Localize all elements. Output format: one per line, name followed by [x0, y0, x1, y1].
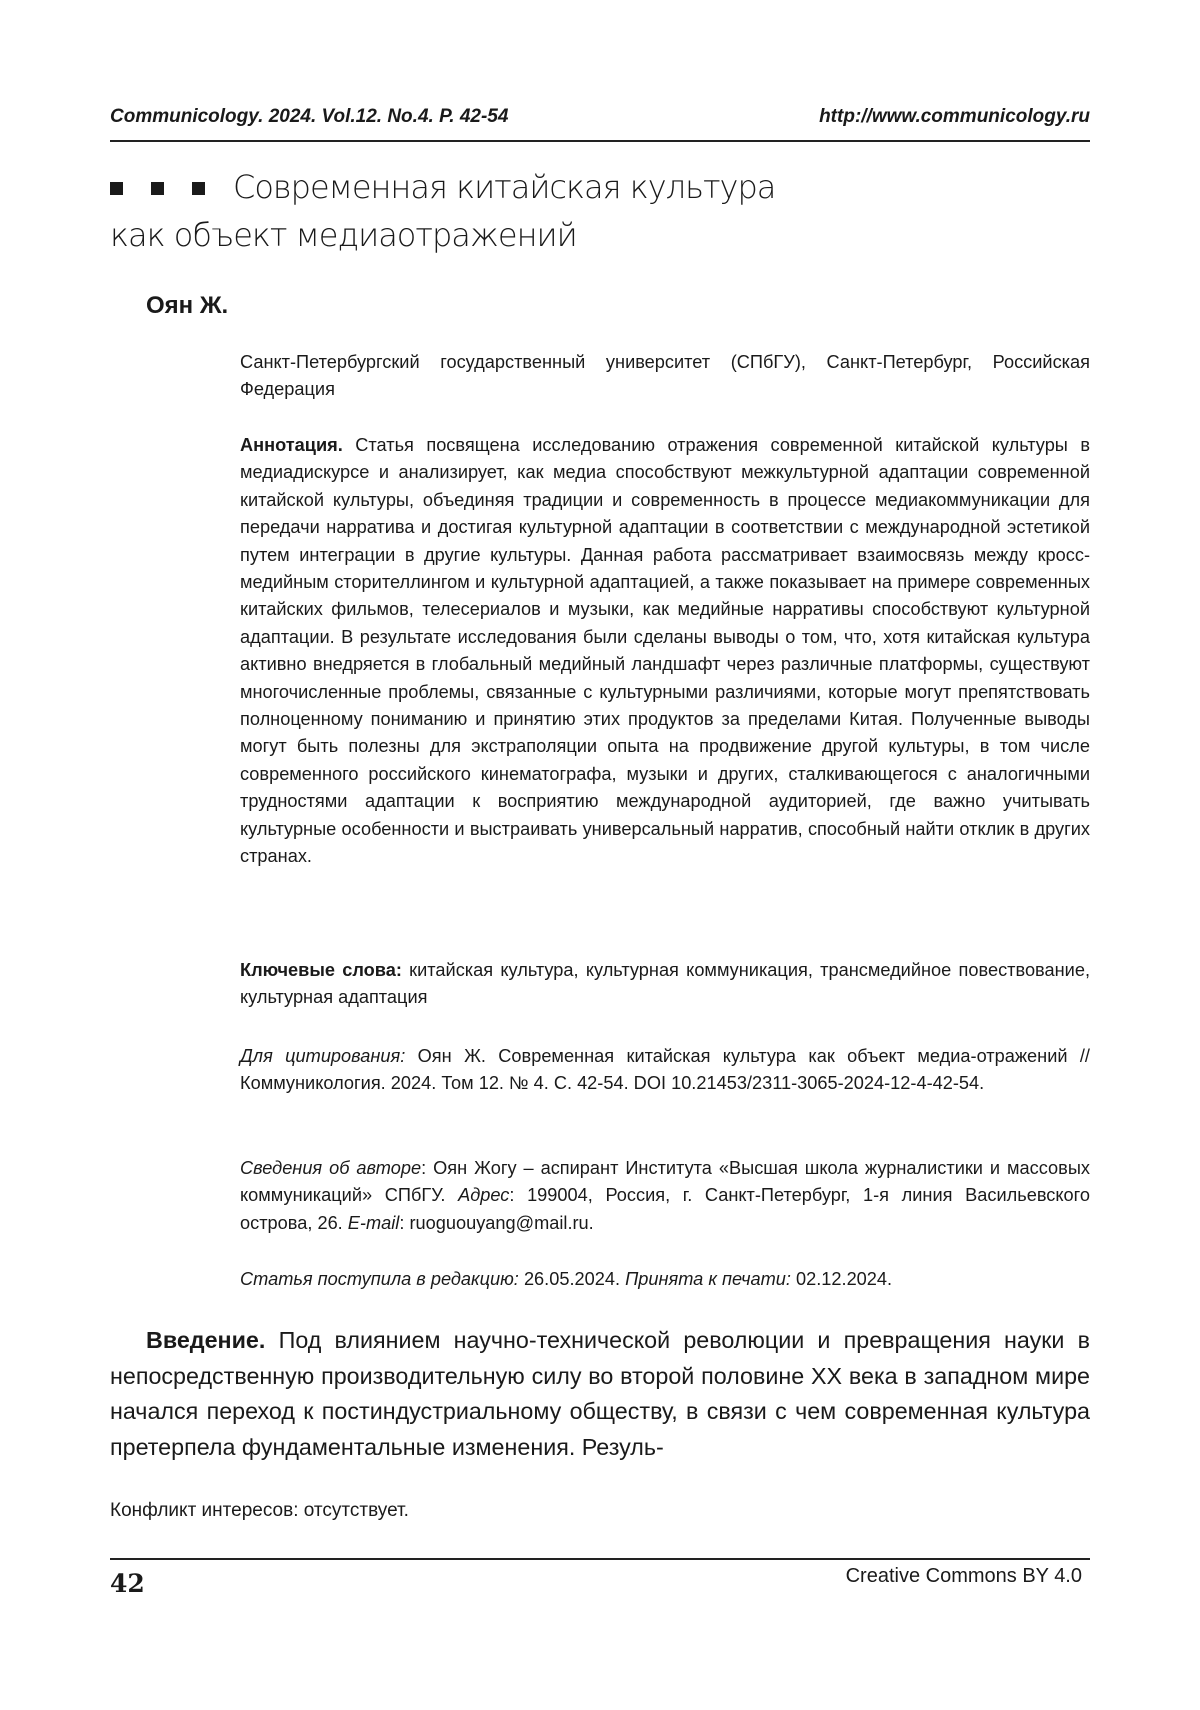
- author-info: [240, 1155, 1090, 1237]
- keywords-text: китайская культура, культурная коммуникация, трансмедийное повествование, культурная адаптация: [240, 960, 1091, 1008]
- introduction-paragraph: [110, 1323, 1090, 1465]
- author-name: Оян Ж.: [146, 292, 229, 319]
- title-line-2: как объект медиаотражений: [110, 216, 577, 254]
- author-info-text: : Оян Жогу – аспирант Института «Высшая школа журналистики и массовых коммуникаций» СПбГУ.: [240, 1158, 1090, 1206]
- journal-reference: Communicology. 2024. Vol.12. No.4. P. 42-54: [110, 106, 509, 127]
- received-date: 26.05.2024.: [523, 1269, 621, 1289]
- conflict-of-interest: Конфликт интересов: отсутствует.: [110, 1500, 409, 1521]
- citation-text: Оян Ж. Современная китайская культура как объект медиа-отражений // Коммуникология. 2024. Том 12. № 4. С. 42-54. DOI 10.21453/2311-3065-2024-12-4-42-54.: [240, 1046, 1090, 1094]
- email-label: E-mail: [347, 1212, 400, 1233]
- keywords-label: Ключевые слова:: [240, 960, 402, 980]
- bullet-square-icon: [151, 182, 164, 195]
- article-title: [110, 163, 1090, 259]
- author-info-label: Сведения об авторе: [240, 1158, 422, 1178]
- email-text: : ruoguouyang@mail.ru.: [399, 1212, 594, 1233]
- title-line-1: Современная китайская культура: [233, 168, 776, 206]
- bullet-square-icon: [192, 182, 205, 195]
- abstract-label: Аннотация.: [240, 435, 343, 455]
- accepted-date: 02.12.2024.: [796, 1269, 893, 1289]
- address-text: : 199004, Россия, г. Санкт-Петербург, 1-я линия Васильевского острова, 26.: [240, 1185, 1090, 1233]
- page-number: 42: [110, 1569, 145, 1598]
- running-header: [110, 106, 1090, 142]
- footer-divider: [110, 1558, 1090, 1560]
- abstract-text: Статья посвящена исследованию отражения современной китайской культуры в медиадискурсе и анализирует, как медиа способствуют межкультурной адаптации современной китайской культуры, объединяя традиции и современность в процессе медиакоммуникации для передачи нарратива и достигая культурной адаптации в соответствии с международной эстетикой путем интеграции в другие культуры. Данная работа рассматривает взаимосвязь между кросс-медийным сторителлингом и культурной адаптацией, а также показывает на примере современных китайских фильмов, телесериалов и музыки, как медийные нарративы способствуют культурной адаптации. В результате исследования были сделаны выводы о том, что, хотя китайская культура активно внедряется в глобальный медийный ландшафт через различные платформы, существуют многочисленные проблемы, связанные с культурными различиями, которые могут препятствовать полноценному пониманию и принятию этих продуктов за пределами Китая. Полученные выводы могут быть полезны для экстраполяции опыта на продвижение другой культуры, в том числе современного российского кинематографа, музыки и других, сталкивающегося с аналогичными трудностями адаптации к восприятию международной аудиторией, где важно учитывать культурные особенности и выстраивать универсальный нарратив, способный найти отклик в других странах.: [240, 435, 1090, 867]
- introduction-text: Под влиянием научно-технической революции и превращения науки в непосредственную производительную силу во второй половине XX века в западном мире начался переход к постиндустриальному обществу, в связи с чем современная культура претерпела фундаментальные изменения. Резуль-: [110, 1327, 1090, 1460]
- bullet-square-icon: [110, 182, 123, 195]
- citation-label: Для цитирования:: [240, 1046, 406, 1066]
- journal-url: http://www.communicology.ru: [819, 106, 1090, 127]
- abstract: [240, 432, 1090, 871]
- received-label: Статья поступила в редакцию:: [240, 1269, 519, 1289]
- license-text: Creative Commons BY 4.0: [845, 1565, 1082, 1587]
- introduction-label: Введение.: [146, 1327, 266, 1353]
- citation: [240, 1043, 1090, 1098]
- keywords: [240, 957, 1090, 1012]
- article-dates: [240, 1266, 1090, 1293]
- accepted-label: Принята к печати:: [625, 1269, 791, 1289]
- affiliation: Санкт-Петербургский государственный университет (СПбГУ), Санкт-Петербург, Российская Федерация: [240, 352, 1090, 400]
- address-label: Адрес: [458, 1185, 510, 1206]
